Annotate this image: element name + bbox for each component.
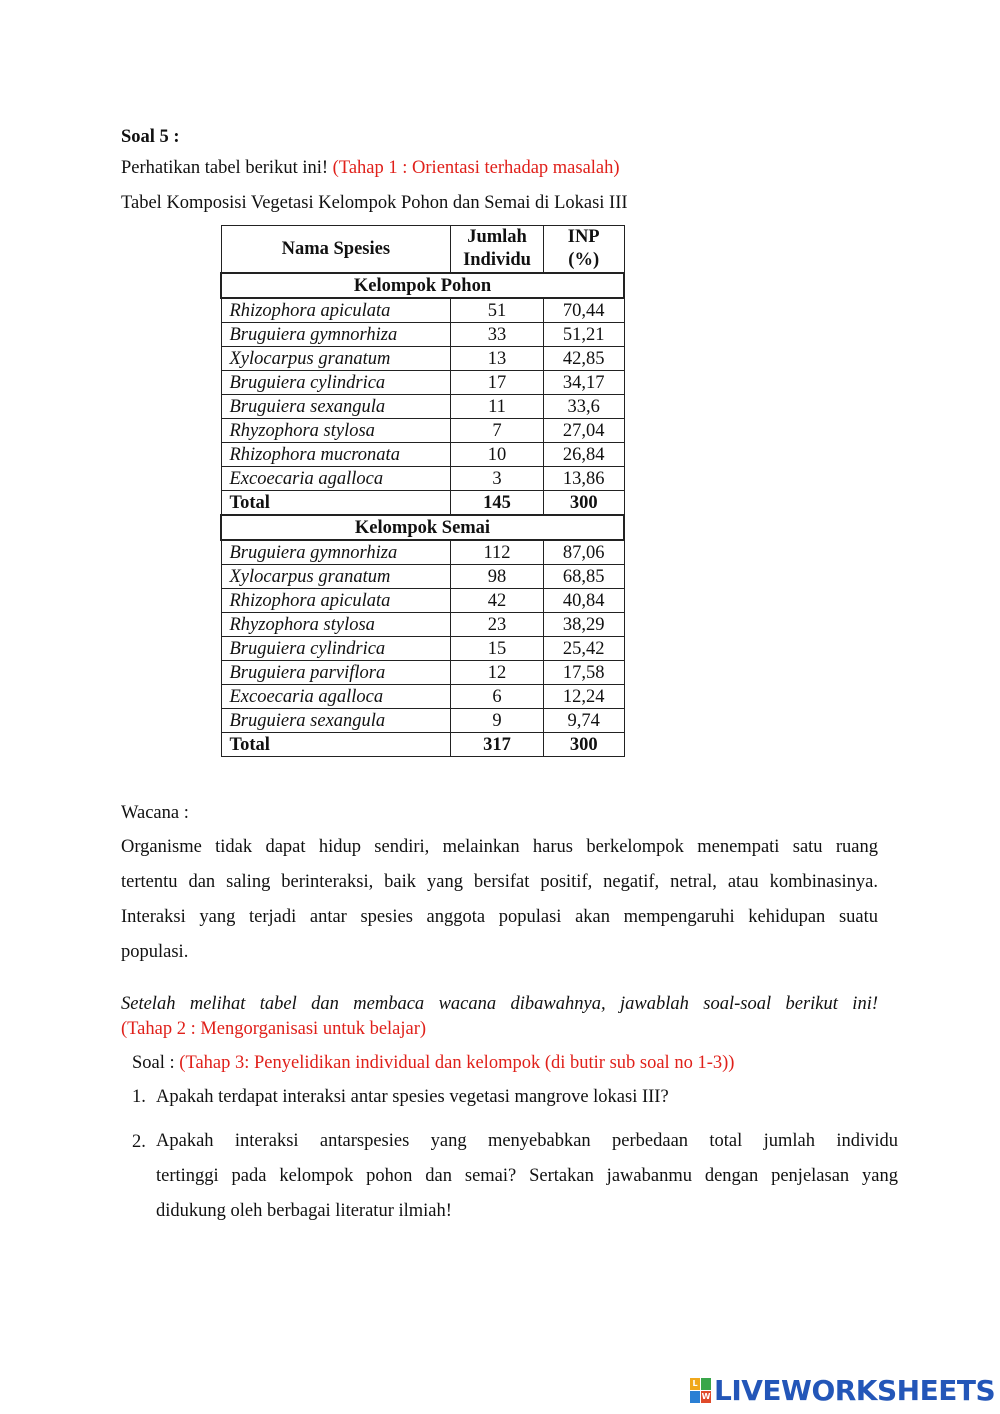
soal-label: Soal : bbox=[132, 1053, 180, 1073]
table-row bbox=[221, 467, 624, 491]
species-cell: Bruguiera cylindrica bbox=[221, 637, 451, 661]
wacana-line: populasi. bbox=[121, 942, 189, 962]
species-cell: Excoecaria agalloca bbox=[221, 685, 451, 709]
species-cell: Rhizophora apiculata bbox=[221, 298, 451, 323]
species-cell: Bruguiera gymnorhiza bbox=[221, 323, 451, 347]
table-row bbox=[221, 540, 624, 565]
count-cell: 3 bbox=[451, 467, 544, 491]
count-cell: 98 bbox=[451, 565, 544, 589]
count-cell: 11 bbox=[451, 395, 544, 419]
species-cell: Bruguiera parviflora bbox=[221, 661, 451, 685]
species-cell: Bruguiera sexangula bbox=[221, 709, 451, 733]
species-cell: Xylocarpus granatum bbox=[221, 565, 451, 589]
group-header-row bbox=[221, 515, 624, 540]
species-cell: Bruguiera gymnorhiza bbox=[221, 540, 451, 565]
intro-text: Perhatikan tabel berikut ini! bbox=[121, 158, 333, 178]
liveworksheets-logo[interactable] bbox=[690, 1374, 996, 1408]
wacana-line: Organisme tidak dapat hidup sendiri, melainkan harus berkelompok menempati satu ruang bbox=[121, 837, 878, 857]
question-number: 2. bbox=[132, 1132, 146, 1152]
inp-cell: 70,44 bbox=[543, 298, 624, 323]
count-cell: 23 bbox=[451, 613, 544, 637]
instruction-text: Setelah melihat tabel dan membaca wacana dibawahnya, jawablah soal-soal berikut ini! bbox=[121, 994, 878, 1014]
table-row bbox=[221, 661, 624, 685]
vegetation-table bbox=[220, 225, 625, 757]
species-cell: Rhyzophora stylosa bbox=[221, 613, 451, 637]
wacana-line: Interaksi yang terjadi antar spesies anggota populasi akan mempengaruhi kehidupan suatu bbox=[121, 907, 878, 927]
inp-cell: 17,58 bbox=[543, 661, 624, 685]
table-row bbox=[221, 371, 624, 395]
inp-cell: 68,85 bbox=[543, 565, 624, 589]
wacana-label: Wacana : bbox=[121, 803, 189, 823]
inp-cell: 87,06 bbox=[543, 540, 624, 565]
inp-cell: 51,21 bbox=[543, 323, 624, 347]
count-cell: 7 bbox=[451, 419, 544, 443]
count-cell: 17 bbox=[451, 371, 544, 395]
table-body bbox=[221, 273, 624, 757]
total-row bbox=[221, 491, 624, 516]
logo-mark-icon: L W bbox=[690, 1378, 712, 1404]
group-title: Kelompok Pohon bbox=[221, 273, 624, 298]
count-cell: 10 bbox=[451, 443, 544, 467]
count-cell: 15 bbox=[451, 637, 544, 661]
table-row bbox=[221, 395, 624, 419]
header-species: Nama Spesies bbox=[221, 226, 451, 274]
wacana-line: tertentu dan saling berinteraksi, baik yang bersifat positif, negatif, netral, atau kombinasinya. bbox=[121, 872, 878, 892]
count-cell: 12 bbox=[451, 661, 544, 685]
table-row bbox=[221, 685, 624, 709]
inp-cell: 33,6 bbox=[543, 395, 624, 419]
count-cell: 6 bbox=[451, 685, 544, 709]
logo-text: LIVEWORKSHEETS bbox=[714, 1374, 996, 1407]
total-row bbox=[221, 733, 624, 757]
inp-cell: 26,84 bbox=[543, 443, 624, 467]
count-cell: 51 bbox=[451, 298, 544, 323]
stage-3-label: (Tahap 3: Penyelidikan individual dan kelompok (di butir sub soal no 1-3)) bbox=[179, 1053, 735, 1073]
group-title: Kelompok Semai bbox=[221, 515, 624, 540]
species-cell: Rhyzophora stylosa bbox=[221, 419, 451, 443]
species-cell: Rhizophora apiculata bbox=[221, 589, 451, 613]
stage-1-label: (Tahap 1 : Orientasi terhadap masalah) bbox=[332, 158, 620, 178]
count-cell: 13 bbox=[451, 347, 544, 371]
species-cell: Xylocarpus granatum bbox=[221, 347, 451, 371]
species-cell: Bruguiera sexangula bbox=[221, 395, 451, 419]
inp-cell: 40,84 bbox=[543, 589, 624, 613]
table-row bbox=[221, 613, 624, 637]
count-cell: 112 bbox=[451, 540, 544, 565]
wacana-paragraph bbox=[121, 830, 878, 970]
intro-line bbox=[121, 157, 620, 179]
inp-cell: 42,85 bbox=[543, 347, 624, 371]
species-cell: Rhizophora mucronata bbox=[221, 443, 451, 467]
inp-cell: 25,42 bbox=[543, 637, 624, 661]
header-count: Jumlah Individu bbox=[451, 226, 544, 274]
soal-line bbox=[132, 1052, 734, 1074]
species-cell: Excoecaria agalloca bbox=[221, 467, 451, 491]
inp-cell: 12,24 bbox=[543, 685, 624, 709]
table-row bbox=[221, 298, 624, 323]
header-inp: INP (%) bbox=[543, 226, 624, 274]
inp-cell: 34,17 bbox=[543, 371, 624, 395]
question-text: Apakah terdapat interaksi antar spesies vegetasi mangrove lokasi III? bbox=[156, 1087, 669, 1107]
table-row bbox=[221, 323, 624, 347]
table-row bbox=[221, 709, 624, 733]
total-label: Total bbox=[221, 733, 451, 757]
table-row bbox=[221, 443, 624, 467]
exercise-heading: Soal 5 : bbox=[121, 127, 180, 147]
count-cell: 33 bbox=[451, 323, 544, 347]
stage-2-label: (Tahap 2 : Mengorganisasi untuk belajar) bbox=[121, 1019, 427, 1039]
total-count: 145 bbox=[451, 491, 544, 516]
table-row bbox=[221, 589, 624, 613]
inp-cell: 13,86 bbox=[543, 467, 624, 491]
inp-cell: 9,74 bbox=[543, 709, 624, 733]
total-label: Total bbox=[221, 491, 451, 516]
species-cell: Bruguiera cylindrica bbox=[221, 371, 451, 395]
table-row bbox=[221, 347, 624, 371]
total-inp: 300 bbox=[543, 491, 624, 516]
count-cell: 42 bbox=[451, 589, 544, 613]
table-row bbox=[221, 637, 624, 661]
inp-cell: 38,29 bbox=[543, 613, 624, 637]
table-caption: Tabel Komposisi Vegetasi Kelompok Pohon dan Semai di Lokasi III bbox=[121, 193, 628, 213]
table-row bbox=[221, 565, 624, 589]
count-cell: 9 bbox=[451, 709, 544, 733]
question-number: 1. bbox=[132, 1087, 146, 1107]
group-header-row bbox=[221, 273, 624, 298]
table-row bbox=[221, 419, 624, 443]
total-count: 317 bbox=[451, 733, 544, 757]
question-text: Apakah interaksi antarspesies yang menyebabkan perbedaan total jumlah individu tertinggi pada kelompok pohon dan semai? Sertakan jawabanmu dengan penjelasan yang didukung oleh berbagai literatur ilmiah! bbox=[156, 1131, 898, 1221]
total-inp: 300 bbox=[543, 733, 624, 757]
inp-cell: 27,04 bbox=[543, 419, 624, 443]
